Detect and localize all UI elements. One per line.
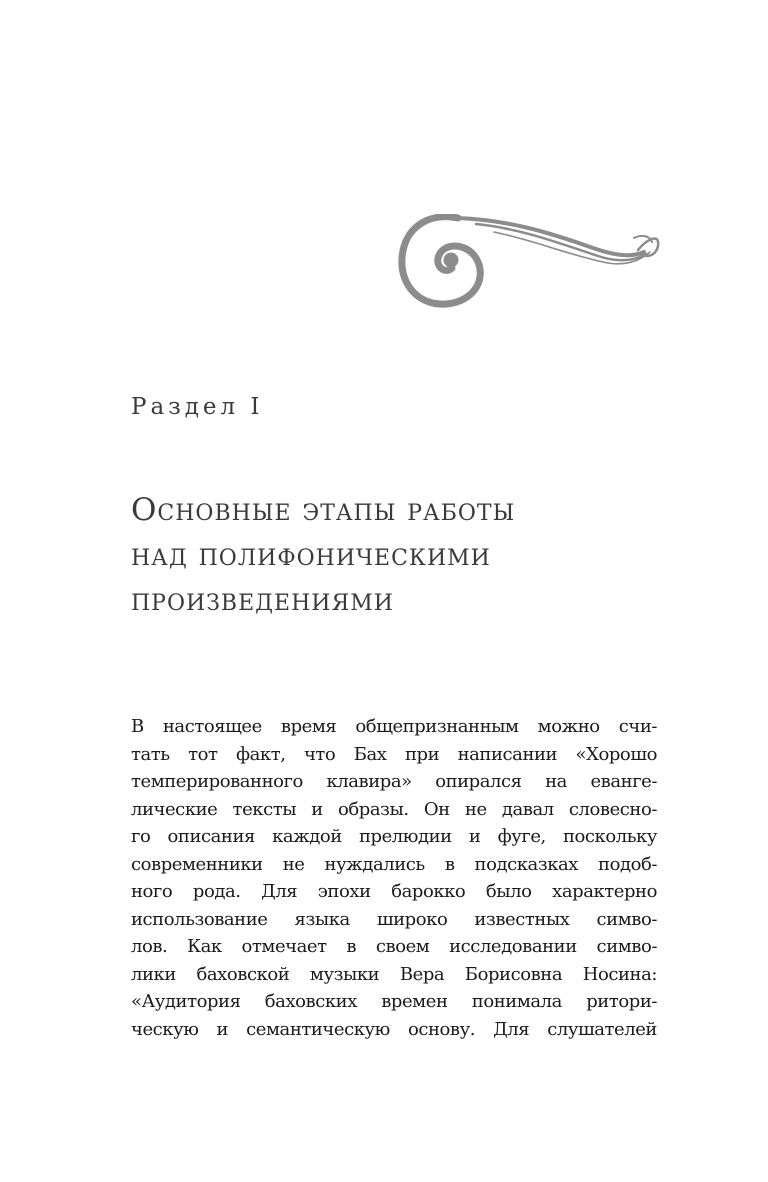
chapter-title: [131, 488, 691, 623]
paragraph-line: лические тексты и образы. Он не давал словесно-: [131, 798, 657, 820]
paragraph-line: лов. Как отмечает в своем исследовании симво-: [131, 936, 657, 957]
body-paragraph: [131, 713, 657, 1043]
paragraph-line: тать тот факт, что Бах при написании «Хорошо: [131, 743, 657, 765]
paragraph-line: использование языка широко известных симво-: [131, 908, 657, 930]
paragraph-line: ного рода. Для эпохи барокко было характерно: [131, 881, 657, 902]
paragraph-line: ческую и семантическую основу. Для слушателей: [131, 1018, 657, 1040]
chapter-title-line: над полифоническими: [131, 537, 491, 573]
paragraph-line: лики баховской музыки Вера Борисовна Носина:: [131, 963, 657, 985]
paragraph-line: В настоящее время общепризнанным можно счи-: [131, 716, 657, 737]
paragraph-line: го описания каждой прелюдии и фуге, поскольку: [131, 826, 657, 847]
chapter-title-line: Основные этапы работы: [131, 492, 516, 528]
section-label: Раздел I: [131, 394, 264, 420]
chapter-title-line: произведениями: [131, 582, 394, 618]
paragraph-line: «Аудитория баховских времен понимала ритори-: [131, 991, 657, 1012]
flourish-ornament-icon: [398, 214, 660, 310]
paragraph-line: темперированного клавира» опирался на еванге-: [131, 771, 657, 792]
paragraph-line: современники не нуждались в подсказках подоб-: [131, 853, 657, 875]
